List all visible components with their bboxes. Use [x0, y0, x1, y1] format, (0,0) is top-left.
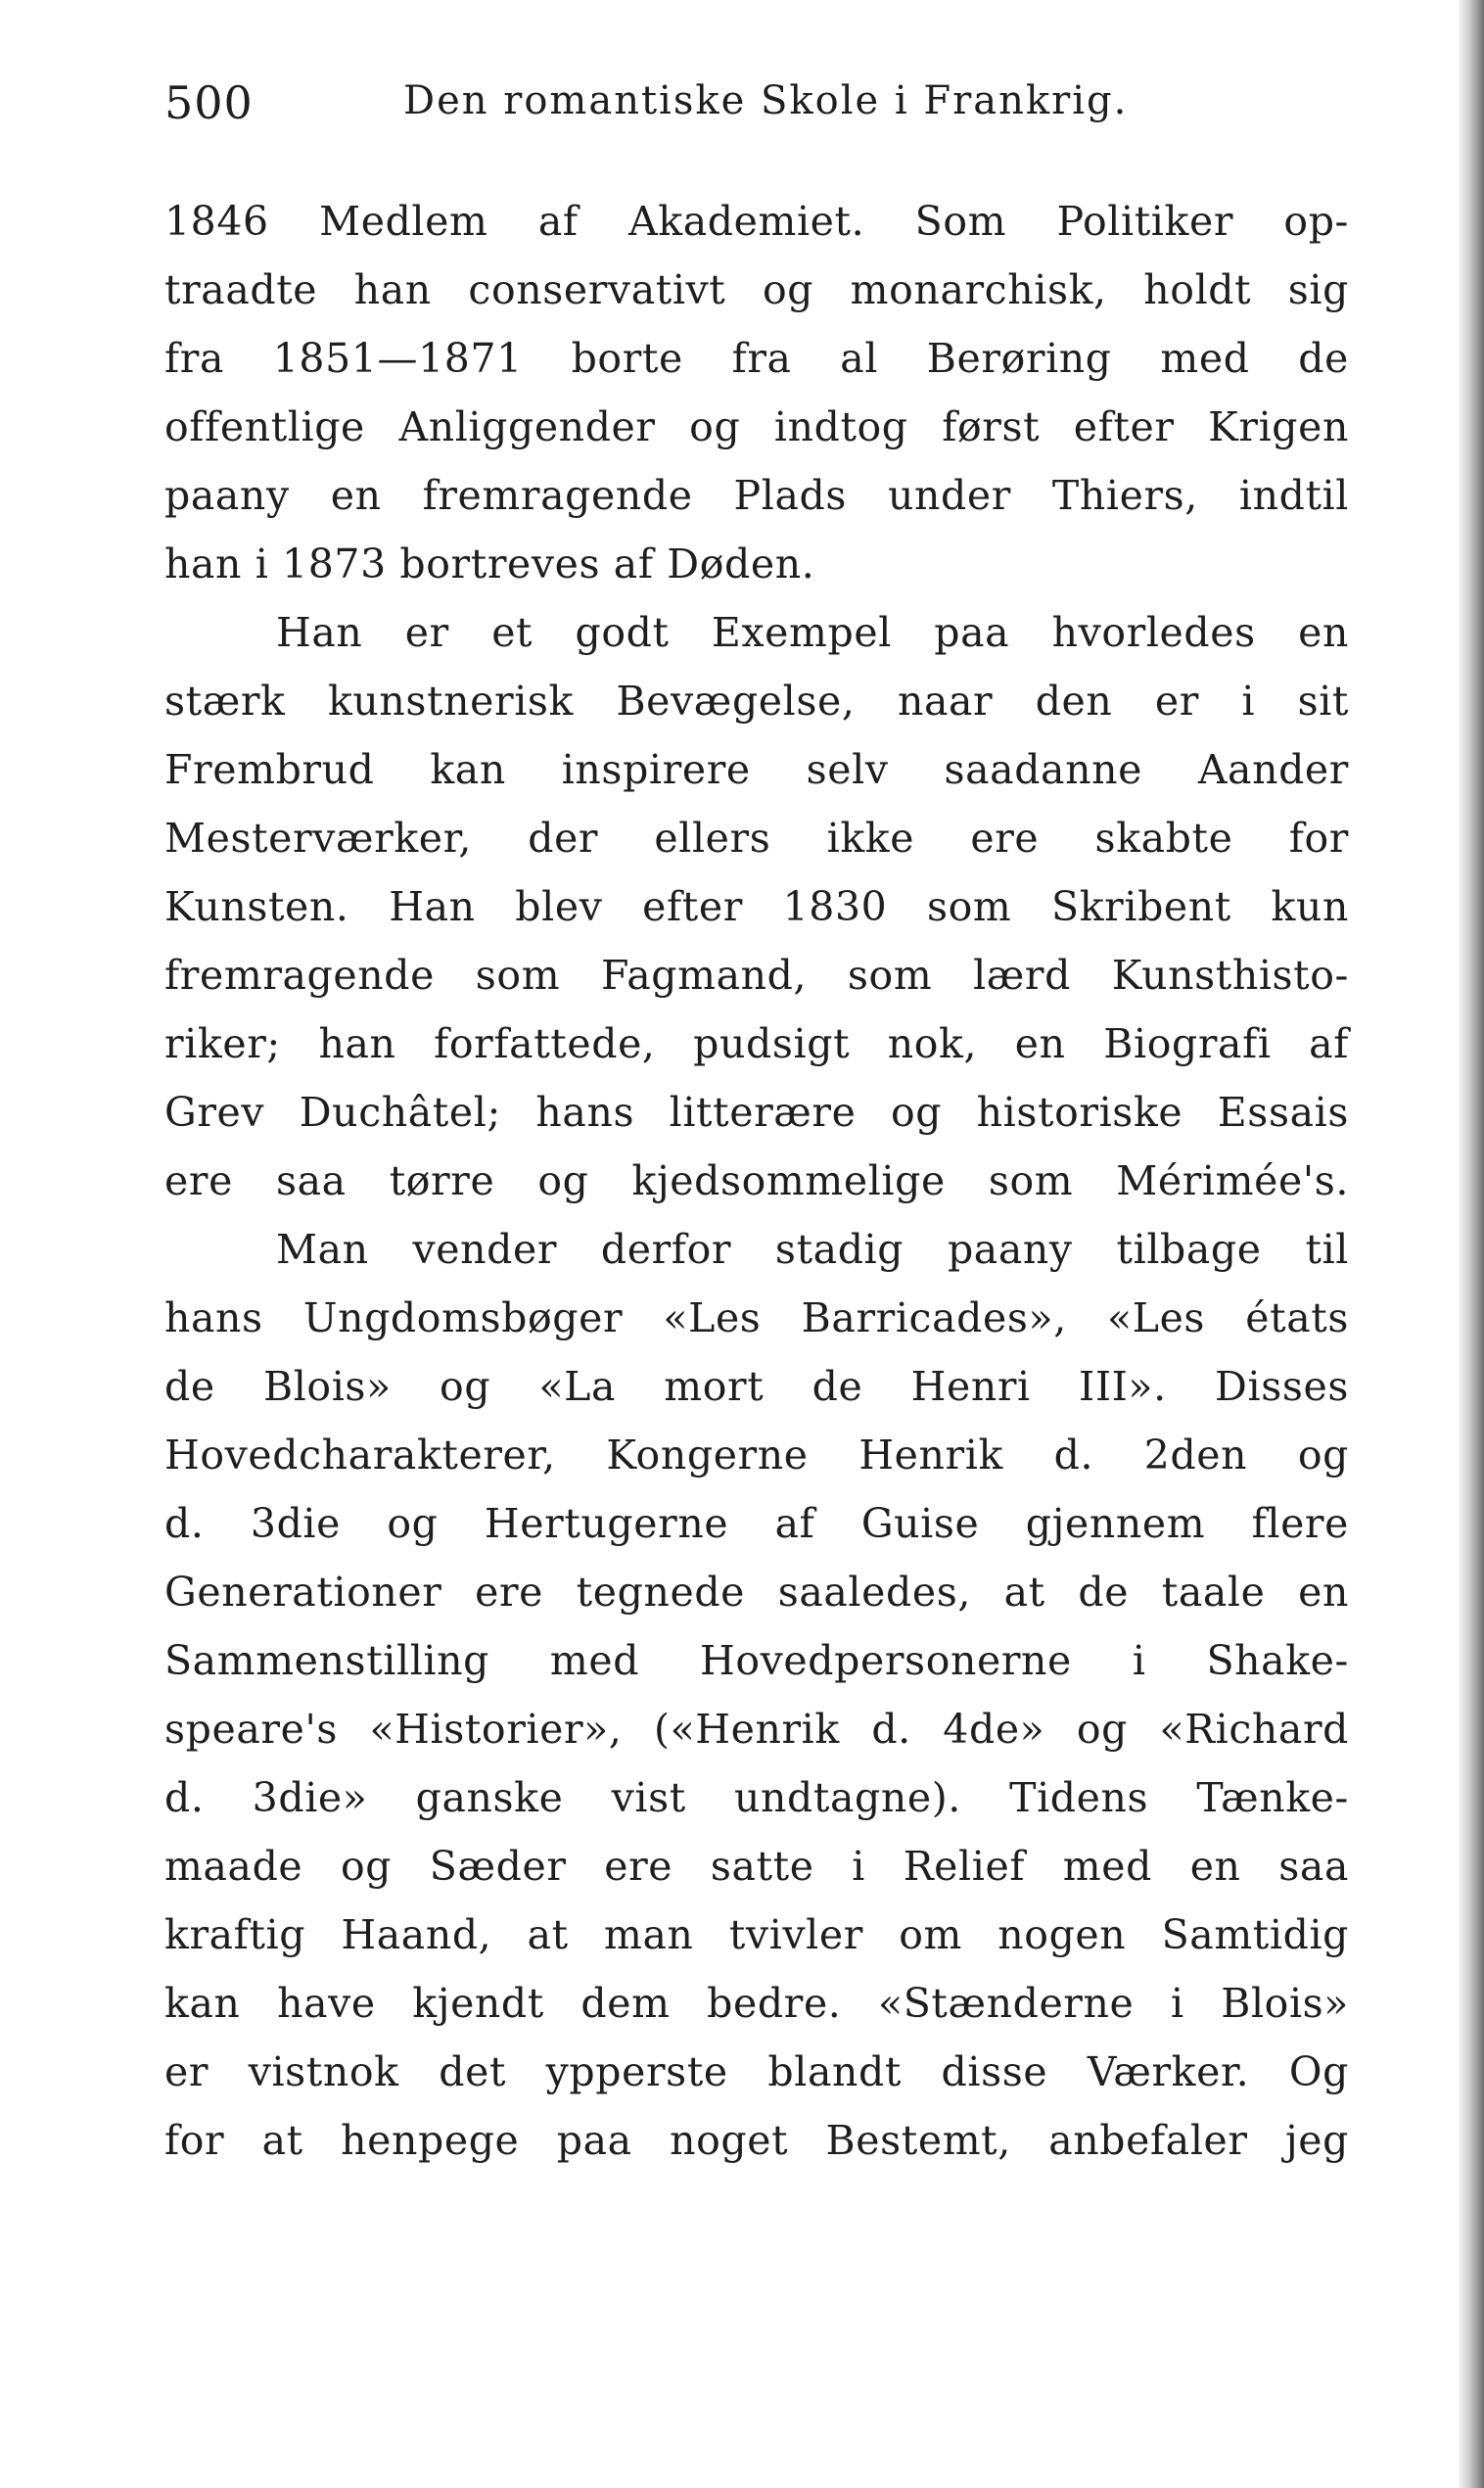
text-line: ere saa tørre og kjedsommelige som Mérimée's.	[164, 1157, 1349, 1204]
text-line: offentlige Anliggender og indtog først efter Krigen	[164, 403, 1349, 450]
text-line: Generationer ere tegnede saaledes, at de taale en	[164, 1569, 1349, 1616]
text-line: Hovedcharakterer, Kongerne Henrik d. 2den og	[164, 1432, 1349, 1479]
text-line: Grev Duchâtel; hans litterære og historiske Essais	[164, 1089, 1349, 1136]
page-number: 500	[164, 76, 254, 129]
text-line: traadte han conservativt og monarchisk, holdt sig	[164, 266, 1349, 313]
text-line: maade og Sæder ere satte i Relief med en saa	[164, 1843, 1349, 1890]
text-line: stærk kunstnerisk Bevægelse, naar den er i sit	[164, 678, 1349, 725]
text-line: d. 3die» ganske vist undtagne). Tidens Tænke-	[164, 1774, 1349, 1821]
text-line: kraftig Haand, at man tvivler om nogen Samtidig	[164, 1911, 1349, 1958]
text-line: d. 3die og Hertugerne af Guise gjennem flere	[164, 1500, 1349, 1547]
text-line: for at henpege paa noget Bestemt, anbefaler jeg	[164, 2117, 1349, 2164]
text-line: er vistnok det ypperste blandt disse Værker. Og	[164, 2048, 1349, 2095]
text-line: Mesterværker, der ellers ikke ere skabte for	[164, 815, 1349, 862]
text-line: paany en fremragende Plads under Thiers, indtil	[164, 472, 1349, 519]
page-edge-shadow	[1459, 0, 1484, 2488]
text-line: hans Ungdomsbøger «Les Barricades», «Les états	[164, 1294, 1349, 1341]
text-line: 1846 Medlem af Akademiet. Som Politiker op-	[164, 198, 1349, 245]
paragraph-first-line: Han er et godt Exempel paa hvorledes en	[276, 609, 1349, 656]
text-line: Sammenstilling med Hovedpersonerne i Shake-	[164, 1637, 1349, 1684]
text-line: fremragende som Fagmand, som lærd Kunsthisto-	[164, 952, 1349, 999]
text-line: kan have kjendt dem bedre. «Stænderne i Blois»	[164, 1980, 1349, 2027]
paragraph-first-line: Man vender derfor stadig paany tilbage til	[276, 1226, 1349, 1273]
text-line: han i 1873 bortreves af Døden.	[164, 540, 815, 587]
running-head	[164, 69, 1349, 147]
text-line: de Blois» og «La mort de Henri III». Disses	[164, 1363, 1349, 1410]
text-line: riker; han forfattede, pudsigt nok, en Biografi af	[164, 1020, 1349, 1067]
text-line: Kunsten. Han blev efter 1830 som Skribent kun	[164, 883, 1349, 930]
text-line: fra 1851—1871 borte fra al Berøring med de	[164, 335, 1349, 382]
text-line: Frembrud kan inspirere selv saadanne Aander	[164, 746, 1349, 793]
text-line: speare's «Historier», («Henrik d. 4de» og «Richard	[164, 1706, 1349, 1753]
running-title: Den romantiske Skole i Frankrig.	[403, 78, 1129, 123]
